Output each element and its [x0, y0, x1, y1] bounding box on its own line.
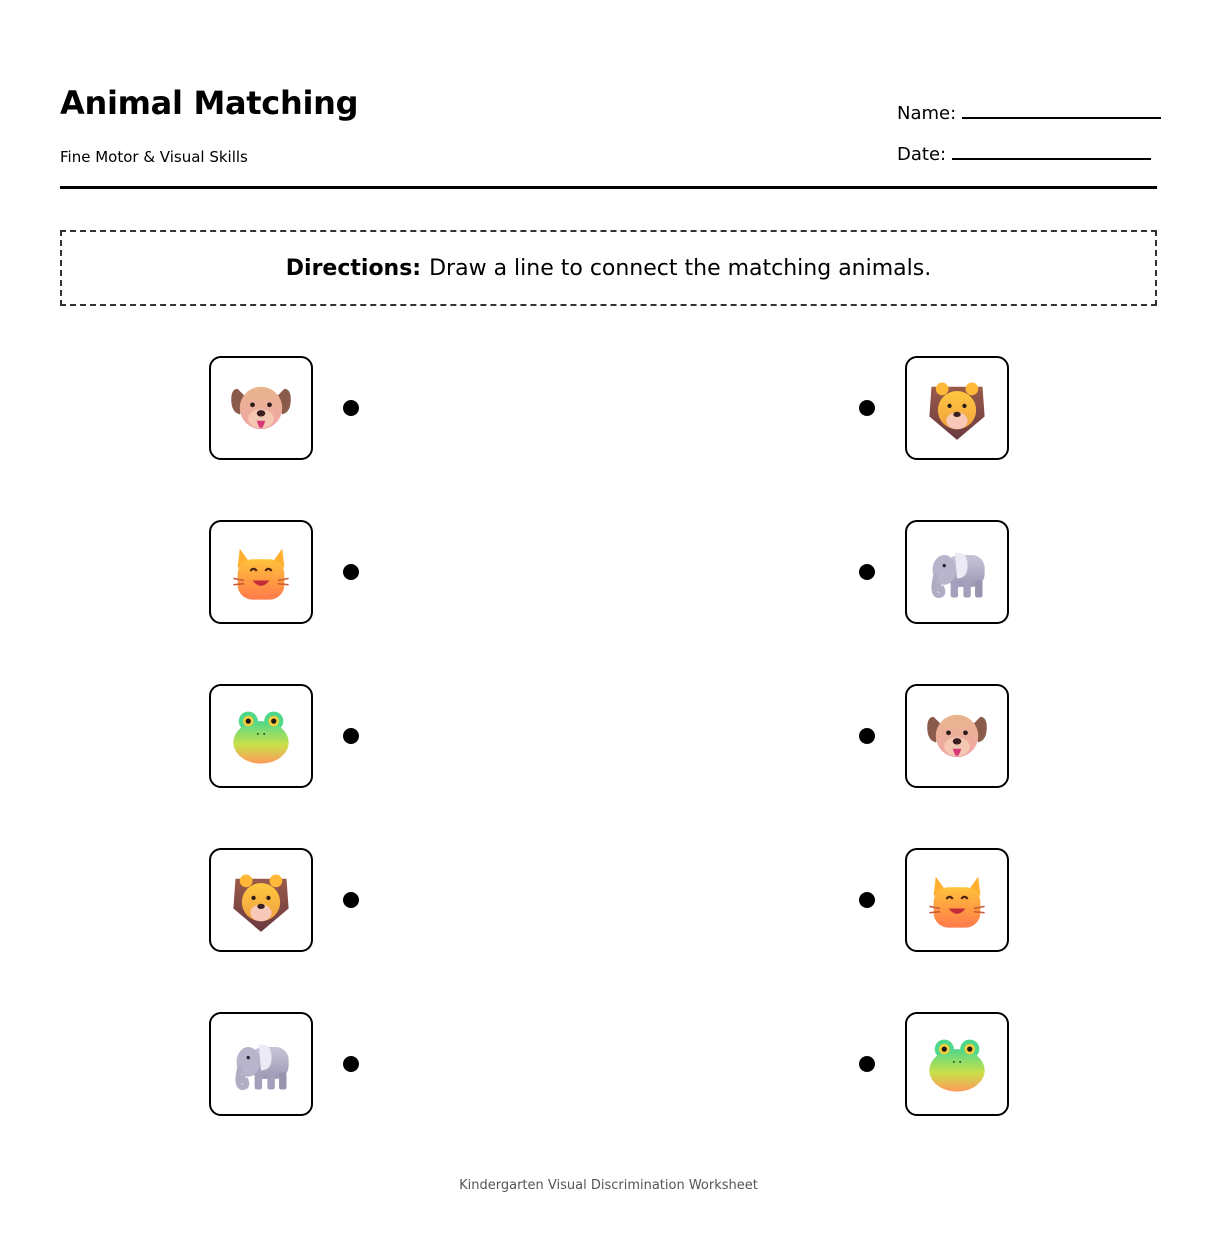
left-dot-3[interactable] [343, 728, 359, 744]
cat-face-icon [227, 538, 295, 606]
page-subtitle: Fine Motor & Visual Skills [60, 148, 248, 166]
frog-face-icon [923, 1030, 991, 1098]
worksheet-footer: Kindergarten Visual Discrimination Worksheet [459, 1178, 758, 1193]
date-label: Date: [897, 144, 947, 165]
name-label: Name: [897, 103, 957, 124]
right-card-2 [905, 520, 1009, 624]
left-card-3 [209, 684, 313, 788]
lion-face-icon [227, 866, 295, 934]
left-card-4 [209, 848, 313, 952]
left-dot-1[interactable] [343, 400, 359, 416]
right-dot-1[interactable] [859, 400, 875, 416]
header-divider [60, 186, 1157, 189]
left-card-1 [209, 356, 313, 460]
page-title: Animal Matching [60, 84, 359, 122]
cat-face-icon [923, 866, 991, 934]
directions-box [60, 230, 1157, 306]
directions-label: Directions: [285, 255, 422, 281]
name-blank-line[interactable] [962, 116, 1161, 119]
dog-face-icon [923, 702, 991, 770]
name-field[interactable] [897, 103, 1161, 124]
left-card-2 [209, 520, 313, 624]
lion-face-icon [923, 374, 991, 442]
frog-face-icon [227, 702, 295, 770]
right-card-1 [905, 356, 1009, 460]
left-dot-5[interactable] [343, 1056, 359, 1072]
right-card-5 [905, 1012, 1009, 1116]
right-card-3 [905, 684, 1009, 788]
right-dot-4[interactable] [859, 892, 875, 908]
right-dot-2[interactable] [859, 564, 875, 580]
right-card-4 [905, 848, 1009, 952]
right-dot-3[interactable] [859, 728, 875, 744]
elephant-icon [923, 538, 991, 606]
date-blank-line[interactable] [952, 157, 1151, 160]
elephant-icon [227, 1030, 295, 1098]
left-dot-4[interactable] [343, 892, 359, 908]
right-dot-5[interactable] [859, 1056, 875, 1072]
directions-text: Draw a line to connect the matching animals. [429, 255, 932, 281]
left-card-5 [209, 1012, 313, 1116]
date-field[interactable] [897, 144, 1151, 165]
left-dot-2[interactable] [343, 564, 359, 580]
dog-face-icon [227, 374, 295, 442]
